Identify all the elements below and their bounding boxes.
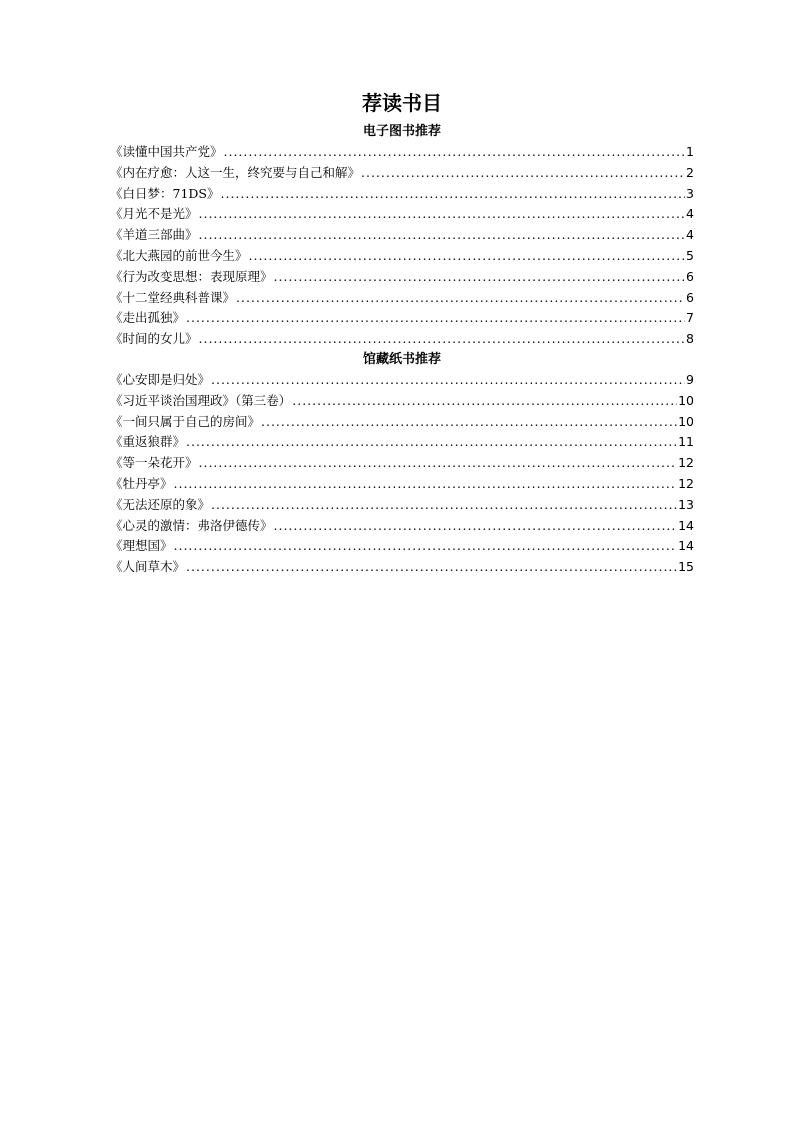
toc-entry-page: 14 <box>678 517 694 533</box>
toc-entry-page: 12 <box>678 475 694 491</box>
toc-entry-title: 《人间草木》 <box>110 559 186 575</box>
toc-entry-page: 11 <box>678 434 694 450</box>
toc-entry-page: 10 <box>678 392 694 408</box>
dot-leader <box>174 474 678 495</box>
toc-entry-page: 4 <box>686 227 694 243</box>
toc-entry-title: 《北大燕园的前世今生》 <box>110 247 248 263</box>
toc-entry-title: 《白日梦：71DS》 <box>110 185 220 201</box>
toc-entry-title: 《等一朵花开》 <box>110 455 198 471</box>
toc-entry[interactable] <box>110 495 694 516</box>
toc-entry-page: 14 <box>678 538 694 554</box>
toc-entry[interactable] <box>110 308 694 329</box>
dot-leader <box>292 391 677 412</box>
toc-entry-page: 6 <box>686 268 694 284</box>
section-heading: 电子图书推荐 <box>362 124 441 139</box>
toc-entry-title: 《行为改变思想：表现原理》 <box>110 268 273 284</box>
toc-entry-title: 《习近平谈治国理政》（第三卷） <box>110 392 292 408</box>
toc-entry-page: 15 <box>678 559 694 575</box>
toc-entry-title: 《理想国》 <box>110 538 173 554</box>
toc-entry-title: 《牡丹亭》 <box>110 475 173 491</box>
toc-entry-title: 《读懂中国共产党》 <box>110 144 223 159</box>
dot-leader <box>274 267 686 288</box>
toc-entry-title: 《时间的女儿》 <box>110 331 198 347</box>
toc-entry[interactable] <box>110 432 694 453</box>
toc-list <box>110 142 694 350</box>
toc-entry-page: 8 <box>686 331 694 347</box>
dot-leader <box>361 163 685 184</box>
toc-entry-title: 《心灵的激情：弗洛伊德传》 <box>110 517 273 533</box>
toc-entry[interactable] <box>110 391 694 412</box>
toc-entry-title: 《十二堂经典科普课》 <box>110 289 236 305</box>
toc-entry[interactable] <box>110 536 694 557</box>
dot-leader <box>211 370 685 391</box>
dot-leader <box>274 516 678 537</box>
dot-leader <box>224 142 686 163</box>
toc-entry[interactable] <box>110 246 694 267</box>
dot-leader <box>186 557 677 578</box>
dot-leader <box>261 412 677 433</box>
toc-entry-page: 2 <box>686 164 694 180</box>
toc-section-print-books <box>110 350 694 578</box>
toc-entry[interactable] <box>110 163 694 184</box>
toc-entry[interactable] <box>110 557 694 578</box>
dot-leader <box>236 288 685 309</box>
toc-entry-page: 13 <box>678 496 694 512</box>
dot-leader <box>199 329 686 350</box>
toc-entry-page: 3 <box>686 185 694 201</box>
dot-leader <box>186 308 685 329</box>
toc-entry-page: 9 <box>686 371 694 387</box>
toc-entry-title: 《月光不是光》 <box>110 206 198 222</box>
toc-entry[interactable] <box>110 453 694 474</box>
dot-leader <box>174 536 678 557</box>
dot-leader <box>211 495 677 516</box>
toc-entry-page: 6 <box>686 289 694 305</box>
toc-entry[interactable] <box>110 412 694 433</box>
toc-list <box>110 370 694 578</box>
toc-entry[interactable] <box>110 370 694 391</box>
toc-entry-page: 4 <box>686 206 694 222</box>
toc-entry-page: 10 <box>678 413 694 429</box>
dot-leader <box>186 432 677 453</box>
toc-entry-page: 5 <box>686 247 694 263</box>
toc-entry[interactable] <box>110 204 694 225</box>
toc-entry-title: 《走出孤独》 <box>110 310 186 326</box>
toc-page <box>110 88 694 578</box>
toc-entry[interactable] <box>110 225 694 246</box>
toc-entry-title: 《无法还原的象》 <box>110 496 211 512</box>
toc-entry-title: 《心安即是归处》 <box>110 371 211 387</box>
toc-entry-title: 《内在疗愈：人这一生，终究要与自己和解》 <box>110 164 361 180</box>
toc-entry[interactable] <box>110 288 694 309</box>
dot-leader <box>249 246 686 267</box>
toc-entry[interactable] <box>110 329 694 350</box>
toc-entry[interactable] <box>110 142 694 163</box>
toc-entry[interactable] <box>110 184 694 205</box>
toc-entry-title: 《重返狼群》 <box>110 434 186 450</box>
dot-leader <box>199 453 678 474</box>
toc-entry[interactable] <box>110 267 694 288</box>
toc-entry-page: 12 <box>678 455 694 471</box>
dot-leader <box>199 225 686 246</box>
dot-leader <box>221 184 686 205</box>
section-heading: 馆藏纸书推荐 <box>362 351 441 367</box>
toc-entry-title: 《一间只属于自己的房间》 <box>110 413 261 429</box>
toc-entry[interactable] <box>110 474 694 495</box>
toc-section-ebooks <box>110 122 694 350</box>
dot-leader <box>199 204 686 225</box>
toc-entry-title: 《羊道三部曲》 <box>110 227 198 243</box>
toc-entry-page: 7 <box>686 310 694 326</box>
toc-entry[interactable] <box>110 516 694 537</box>
toc-entry-page: 1 <box>686 144 694 159</box>
document-title: 荐读书目 <box>362 91 442 115</box>
